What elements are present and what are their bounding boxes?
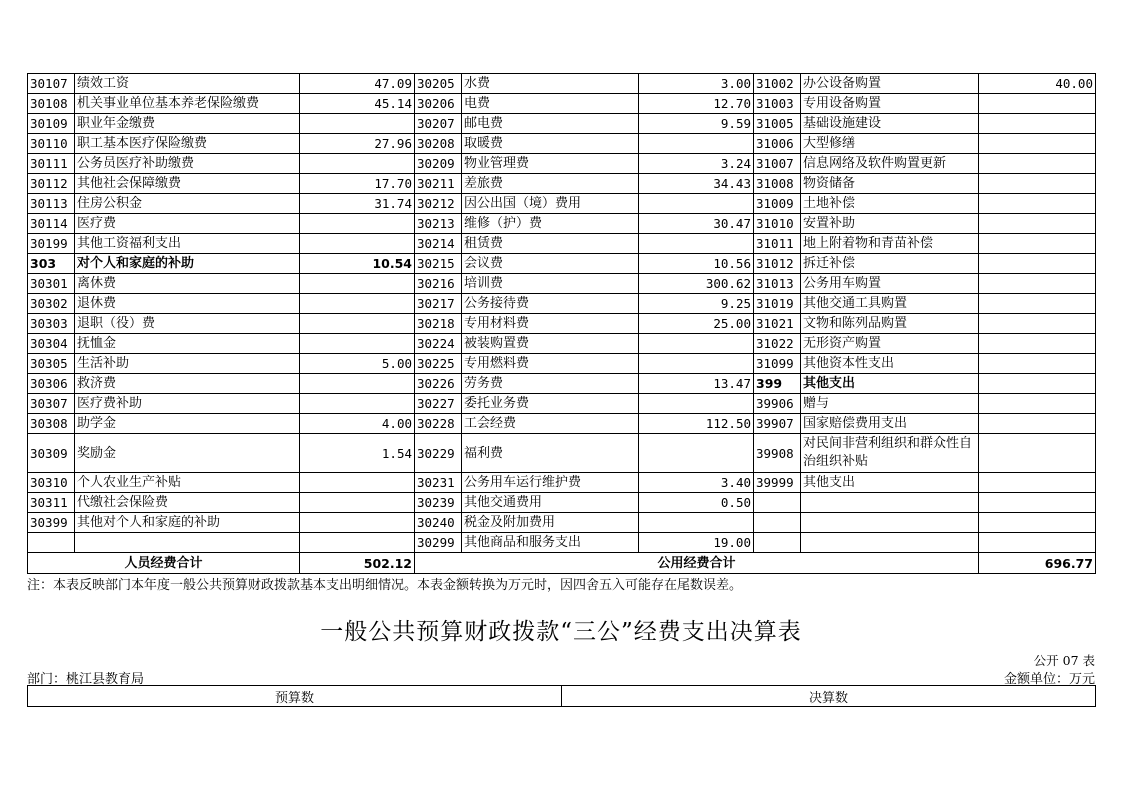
amount-cell — [300, 374, 415, 394]
code-cell: 30110 — [28, 134, 75, 154]
code-cell: 31011 — [754, 234, 801, 254]
code-cell: 30108 — [28, 94, 75, 114]
code-cell: 30299 — [415, 533, 462, 553]
table-row — [28, 154, 1096, 174]
code-cell: 303 — [28, 254, 75, 274]
amount-cell — [300, 533, 415, 553]
amount-cell — [300, 394, 415, 414]
amount-cell: 3.00 — [639, 74, 754, 94]
name-cell: 取暖费 — [462, 134, 639, 154]
name-cell: 邮电费 — [462, 114, 639, 134]
code-cell: 30211 — [415, 174, 462, 194]
amount-cell: 31.74 — [300, 194, 415, 214]
code-cell: 30112 — [28, 174, 75, 194]
name-cell: 其他对个人和家庭的补助 — [75, 513, 300, 533]
code-cell: 30107 — [28, 74, 75, 94]
code-cell — [754, 533, 801, 553]
code-cell: 30228 — [415, 414, 462, 434]
name-cell: 公务用车购置 — [801, 274, 979, 294]
amount-cell — [300, 274, 415, 294]
amount-unit-label: 金额单位：万元 — [1003, 672, 1095, 687]
code-cell: 30199 — [28, 234, 75, 254]
code-cell: 30217 — [415, 294, 462, 314]
code-cell: 30212 — [415, 194, 462, 214]
amount-cell: 34.43 — [639, 174, 754, 194]
amount-cell — [979, 274, 1096, 294]
code-cell: 30208 — [415, 134, 462, 154]
amount-cell — [979, 414, 1096, 434]
name-cell: 机关事业单位基本养老保险缴费 — [75, 94, 300, 114]
amount-cell — [979, 334, 1096, 354]
code-cell: 30309 — [28, 434, 75, 473]
amount-cell — [979, 533, 1096, 553]
code-cell: 30305 — [28, 354, 75, 374]
code-cell: 30113 — [28, 194, 75, 214]
amount-cell — [979, 134, 1096, 154]
amount-cell — [979, 254, 1096, 274]
name-cell — [801, 513, 979, 533]
amount-cell: 47.09 — [300, 74, 415, 94]
name-cell: 助学金 — [75, 414, 300, 434]
header-row — [28, 686, 1096, 707]
name-cell: 奖励金 — [75, 434, 300, 473]
code-cell: 31009 — [754, 194, 801, 214]
table-row — [28, 434, 1096, 473]
public-total-label: 公用经费合计 — [415, 553, 979, 574]
amount-cell: 30.47 — [639, 214, 754, 234]
name-cell: 其他交通费用 — [462, 493, 639, 513]
table-row — [28, 274, 1096, 294]
code-cell: 31012 — [754, 254, 801, 274]
name-cell: 对个人和家庭的补助 — [75, 254, 300, 274]
amount-cell: 40.00 — [979, 74, 1096, 94]
amount-cell — [639, 434, 754, 473]
code-cell: 31021 — [754, 314, 801, 334]
budget-column-header: 预算数 — [28, 686, 562, 707]
name-cell: 电费 — [462, 94, 639, 114]
name-cell: 无形资产购置 — [801, 334, 979, 354]
name-cell: 其他工资福利支出 — [75, 234, 300, 254]
totals-row — [28, 553, 1096, 574]
table-row — [28, 394, 1096, 414]
code-cell: 30114 — [28, 214, 75, 234]
table-row — [28, 493, 1096, 513]
table-row — [28, 134, 1096, 154]
amount-cell — [979, 94, 1096, 114]
amount-cell: 45.14 — [300, 94, 415, 114]
amount-cell — [300, 493, 415, 513]
code-cell: 39999 — [754, 473, 801, 493]
name-cell — [801, 533, 979, 553]
name-cell — [801, 493, 979, 513]
name-cell: 专用设备购置 — [801, 94, 979, 114]
name-cell: 公务用车运行维护费 — [462, 473, 639, 493]
amount-cell — [979, 473, 1096, 493]
three-public-expense-header-table — [27, 685, 1096, 707]
amount-cell — [979, 114, 1096, 134]
name-cell: 租赁费 — [462, 234, 639, 254]
amount-cell — [300, 473, 415, 493]
name-cell: 其他支出 — [801, 374, 979, 394]
public-total-value: 696.77 — [979, 553, 1096, 574]
code-cell: 39906 — [754, 394, 801, 414]
amount-cell: 3.24 — [639, 154, 754, 174]
code-cell: 31005 — [754, 114, 801, 134]
amount-cell — [639, 134, 754, 154]
amount-cell — [639, 234, 754, 254]
code-cell: 30240 — [415, 513, 462, 533]
table-row — [28, 294, 1096, 314]
name-cell: 专用材料费 — [462, 314, 639, 334]
name-cell: 大型修缮 — [801, 134, 979, 154]
name-cell: 退职（役）费 — [75, 314, 300, 334]
amount-cell — [979, 493, 1096, 513]
amount-cell: 25.00 — [639, 314, 754, 334]
code-cell: 30225 — [415, 354, 462, 374]
amount-cell — [979, 314, 1096, 334]
amount-cell — [300, 154, 415, 174]
name-cell: 安置补助 — [801, 214, 979, 234]
name-cell: 水费 — [462, 74, 639, 94]
table-row — [28, 334, 1096, 354]
name-cell: 其他资本性支出 — [801, 354, 979, 374]
name-cell: 办公设备购置 — [801, 74, 979, 94]
code-cell: 31007 — [754, 154, 801, 174]
name-cell — [75, 533, 300, 553]
name-cell: 文物和陈列品购置 — [801, 314, 979, 334]
code-cell: 30111 — [28, 154, 75, 174]
table-row — [28, 374, 1096, 394]
amount-cell — [300, 234, 415, 254]
code-cell: 31019 — [754, 294, 801, 314]
amount-cell — [300, 214, 415, 234]
name-cell: 工会经费 — [462, 414, 639, 434]
amount-cell: 1.54 — [300, 434, 415, 473]
amount-cell — [979, 374, 1096, 394]
code-cell — [754, 493, 801, 513]
code-cell: 30301 — [28, 274, 75, 294]
table-row — [28, 74, 1096, 94]
name-cell: 被装购置费 — [462, 334, 639, 354]
amount-cell: 27.96 — [300, 134, 415, 154]
name-cell: 其他交通工具购置 — [801, 294, 979, 314]
table-note: 注：本表反映部门本年度一般公共预算财政拨款基本支出明细情况。本表金额转换为万元时，因四舍五入可能存在尾数误差。 — [27, 578, 743, 593]
name-cell: 国家赔偿费用支出 — [801, 414, 979, 434]
name-cell: 职业年金缴费 — [75, 114, 300, 134]
name-cell: 其他支出 — [801, 473, 979, 493]
table-row — [28, 473, 1096, 493]
amount-cell: 12.70 — [639, 94, 754, 114]
table-row — [28, 214, 1096, 234]
table-row — [28, 354, 1096, 374]
amount-cell — [979, 234, 1096, 254]
name-cell: 因公出国（境）费用 — [462, 194, 639, 214]
name-cell: 福利费 — [462, 434, 639, 473]
name-cell: 信息网络及软件购置更新 — [801, 154, 979, 174]
name-cell: 会议费 — [462, 254, 639, 274]
code-cell: 30231 — [415, 473, 462, 493]
name-cell: 医疗费 — [75, 214, 300, 234]
code-cell: 30310 — [28, 473, 75, 493]
name-cell: 土地补偿 — [801, 194, 979, 214]
amount-cell: 9.59 — [639, 114, 754, 134]
code-cell: 30229 — [415, 434, 462, 473]
name-cell: 其他商品和服务支出 — [462, 533, 639, 553]
name-cell: 离休费 — [75, 274, 300, 294]
name-cell: 赠与 — [801, 394, 979, 414]
code-cell: 30215 — [415, 254, 462, 274]
table-row — [28, 513, 1096, 533]
name-cell: 代缴社会保险费 — [75, 493, 300, 513]
table-row — [28, 314, 1096, 334]
next-table-title: 一般公共预算财政拨款“三公”经费支出决算表 — [320, 619, 802, 645]
amount-cell — [300, 334, 415, 354]
table-row — [28, 254, 1096, 274]
name-cell: 其他社会保障缴费 — [75, 174, 300, 194]
amount-cell: 4.00 — [300, 414, 415, 434]
name-cell: 拆迁补偿 — [801, 254, 979, 274]
amount-cell — [979, 174, 1096, 194]
code-cell: 31099 — [754, 354, 801, 374]
code-cell: 31010 — [754, 214, 801, 234]
amount-cell — [979, 194, 1096, 214]
code-cell: 30224 — [415, 334, 462, 354]
table-body — [28, 74, 1096, 553]
amount-cell — [979, 434, 1096, 473]
code-cell: 30218 — [415, 314, 462, 334]
amount-cell — [979, 354, 1096, 374]
amount-cell — [979, 394, 1096, 414]
amount-cell — [639, 334, 754, 354]
name-cell: 医疗费补助 — [75, 394, 300, 414]
amount-cell — [979, 294, 1096, 314]
code-cell: 30213 — [415, 214, 462, 234]
table-row — [28, 414, 1096, 434]
table-row — [28, 114, 1096, 134]
code-cell: 30311 — [28, 493, 75, 513]
code-cell: 30109 — [28, 114, 75, 134]
table-row — [28, 533, 1096, 553]
amount-cell — [979, 154, 1096, 174]
code-cell: 30307 — [28, 394, 75, 414]
amount-cell — [639, 394, 754, 414]
amount-cell — [300, 294, 415, 314]
code-cell: 31013 — [754, 274, 801, 294]
name-cell: 税金及附加费用 — [462, 513, 639, 533]
amount-cell — [300, 314, 415, 334]
amount-cell — [979, 214, 1096, 234]
code-cell — [28, 533, 75, 553]
code-cell: 30303 — [28, 314, 75, 334]
amount-cell — [300, 513, 415, 533]
amount-cell — [639, 194, 754, 214]
amount-cell: 112.50 — [639, 414, 754, 434]
code-cell: 30239 — [415, 493, 462, 513]
code-cell: 30226 — [415, 374, 462, 394]
name-cell: 物业管理费 — [462, 154, 639, 174]
code-cell: 30214 — [415, 234, 462, 254]
table-row — [28, 174, 1096, 194]
code-cell: 31006 — [754, 134, 801, 154]
code-cell: 30302 — [28, 294, 75, 314]
amount-cell: 19.00 — [639, 533, 754, 553]
table-row — [28, 94, 1096, 114]
code-cell: 31003 — [754, 94, 801, 114]
code-cell: 30399 — [28, 513, 75, 533]
code-cell: 30306 — [28, 374, 75, 394]
amount-cell: 9.25 — [639, 294, 754, 314]
name-cell: 维修（护）费 — [462, 214, 639, 234]
amount-cell: 13.47 — [639, 374, 754, 394]
name-cell: 对民间非营利组织和群众性自治组织补贴 — [801, 434, 979, 473]
personnel-total-value: 502.12 — [300, 553, 415, 574]
code-cell: 30308 — [28, 414, 75, 434]
name-cell: 劳务费 — [462, 374, 639, 394]
table-row — [28, 234, 1096, 254]
name-cell: 生活补助 — [75, 354, 300, 374]
code-cell — [754, 513, 801, 533]
code-cell: 31002 — [754, 74, 801, 94]
name-cell: 物资储备 — [801, 174, 979, 194]
final-column-header: 决算数 — [562, 686, 1096, 707]
name-cell: 委托业务费 — [462, 394, 639, 414]
amount-cell — [300, 114, 415, 134]
amount-cell: 300.62 — [639, 274, 754, 294]
amount-cell — [639, 513, 754, 533]
code-cell: 30207 — [415, 114, 462, 134]
name-cell: 救济费 — [75, 374, 300, 394]
name-cell: 基础设施建设 — [801, 114, 979, 134]
amount-cell — [639, 354, 754, 374]
name-cell: 个人农业生产补贴 — [75, 473, 300, 493]
code-cell: 30206 — [415, 94, 462, 114]
table-row — [28, 194, 1096, 214]
code-cell: 39907 — [754, 414, 801, 434]
name-cell: 公务员医疗补助缴费 — [75, 154, 300, 174]
code-cell: 30205 — [415, 74, 462, 94]
amount-cell — [979, 513, 1096, 533]
amount-cell: 17.70 — [300, 174, 415, 194]
amount-cell: 3.40 — [639, 473, 754, 493]
amount-cell: 5.00 — [300, 354, 415, 374]
code-cell: 30304 — [28, 334, 75, 354]
name-cell: 抚恤金 — [75, 334, 300, 354]
code-cell: 31022 — [754, 334, 801, 354]
personnel-total-label: 人员经费合计 — [28, 553, 300, 574]
name-cell: 专用燃料费 — [462, 354, 639, 374]
code-cell: 30209 — [415, 154, 462, 174]
name-cell: 职工基本医疗保险缴费 — [75, 134, 300, 154]
form-number: 公开 07 表 — [1033, 653, 1095, 668]
name-cell: 地上附着物和青苗补偿 — [801, 234, 979, 254]
code-cell: 39908 — [754, 434, 801, 473]
name-cell: 差旅费 — [462, 174, 639, 194]
department-label: 部门：桃江县教育局 — [27, 672, 145, 687]
name-cell: 退休费 — [75, 294, 300, 314]
expenditure-detail-table — [27, 73, 1096, 574]
amount-cell: 10.54 — [300, 254, 415, 274]
amount-cell: 10.56 — [639, 254, 754, 274]
name-cell: 培训费 — [462, 274, 639, 294]
name-cell: 绩效工资 — [75, 74, 300, 94]
code-cell: 30216 — [415, 274, 462, 294]
code-cell: 30227 — [415, 394, 462, 414]
name-cell: 住房公积金 — [75, 194, 300, 214]
name-cell: 公务接待费 — [462, 294, 639, 314]
amount-cell: 0.50 — [639, 493, 754, 513]
code-cell: 399 — [754, 374, 801, 394]
code-cell: 31008 — [754, 174, 801, 194]
